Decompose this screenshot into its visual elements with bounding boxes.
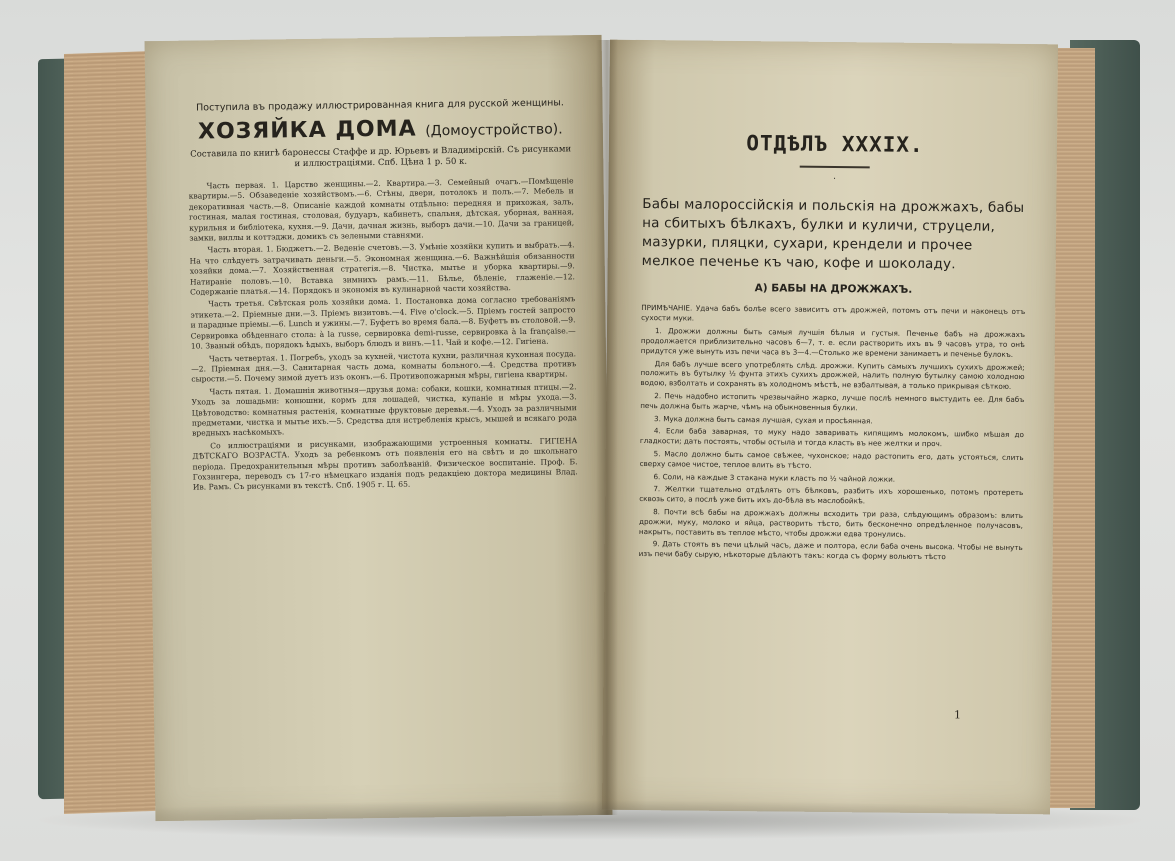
recipe-item: 8. Почти всѣ бабы на дрожжахъ должны всходить три раза, слѣдующимъ образомъ: влить дрожжи, муку, молоко и яйца, растворить тѣсто, бить бесконечно опредѣленное получасовъ, накрыть, поставить въ теплое мѣсто, чтобы дрожжи едва тронулись. <box>638 507 1024 539</box>
recipe-item: 2. Печь надобно истопить чрезвычайно жарко, лучше послѣ немного выстудить ее. Для бабъ печь должна быть жарче, чѣмъ на обыкновенныя булки. <box>640 391 1025 413</box>
recipe-item: 4. Если баба заварная, то муку надо заваривать кипящимъ молокомъ, шибко мѣшая до гладкости; дать постоять, чтобы остыла и тогда класть въ нее желтки и проч. <box>639 426 1024 449</box>
section-subhead: А) БАБЫ НА ДРОЖЖАХЪ. <box>754 282 913 296</box>
chapter-title: ОТДѢЛЪ XXXIX. <box>746 131 924 157</box>
recipe-item: 7. Желтки тщательно отдѣлять отъ бѣлковъ, разбить ихъ хорошенько, потомъ протереть сквозь сито, а послѣ уже бить ихъ до-бѣла въ маслобойкѣ. <box>639 484 1024 506</box>
contents-paragraph: Со иллюстраціями и рисунками, изображающими устроенныя комнаты. ГИГІЕНА ДѢТСКАГО ВОЗРАСТА. Уходъ за ребенкомъ отъ появленія его на свѣтъ и до школьнаго періода. Предохранительныя мѣры противъ заболѣваній. Физическое воспитаніе. Проф. Б. Гохзингера, переводъ съ 17-го нѣмецкаго изданія подъ редакціею доктора медицины Влад. Ив. Рамъ. Съ рисунками въ текстѣ. Спб. 1905 г. Ц. 65. <box>192 435 578 492</box>
recipe-item: 1. Дрожжи должны быть самыя лучшія бѣлыя и густыя. Печенье бабъ на дрожжахъ продолжается приблизительно часовъ 6—7, т. е. если растворить ихъ въ 9 часовъ утра, то онѣ придутся уже вынуть изъ печи часа въ 3—4.—Столько же времени занимаетъ и печенье булокъ. <box>640 326 1026 359</box>
recipe-item: 9. Дать стоять въ печи цѣлый часъ, даже и полтора, если баба очень высока. Чтобы не вынуть изъ печи бабу сырую, нѣкоторые дѣлаютъ такъ: когда съ форму вольютъ тѣсто <box>638 539 1023 562</box>
chapter-heading: Бабы малороссійскія и польскія на дрожжахъ, бабы на сбитыхъ бѣлкахъ, булки и куличи, струцели, мазурки, пляцки, сухари, крендели и прочее мелкое печенье къ чаю, кофе и шоколаду. <box>641 196 1025 273</box>
compiled-by: Составила по книгѣ баронессы Стаффе и др. Юрьевъ и Владимірскій. Съ рисунками и иллюстраціями. Спб. Цѣна 1 р. 50 к. <box>190 144 572 170</box>
recipe-item: 3. Мука должна быть самая лучшая, сухая и просѣянная. <box>654 413 873 426</box>
left-page <box>145 35 613 821</box>
chapter-rule <box>800 166 870 169</box>
contents-paragraph: Часть первая. 1. Царство женщины.—2. Квартира.—3. Семейный очагъ.—Помѣщеніе квартиры.—5. Обзаведеніе хозяйствомъ.—6. Стѣны, двери, потолокъ и полъ.—7. Мебель и декоративная часть.—8. Описаніе каждой комнаты отдѣльно: передняя и прихожая, залъ, гостиная, малая гостиная, столовая, будуаръ, кабинетъ, спальня, дѣтская, уборная, ванная, курильня и библіотека, кухня.—9. Дачи, дачная жизнь, выборъ дачи.—10. Дачи за границей, замки, виллы и коттэджи, домикъ съ зелеными ставнями. <box>188 176 575 243</box>
recipe-item: Для бабъ лучше всего употреблять слѣд. дрожжи. Купить самыхъ лучшихъ сухихъ дрожжей; положить въ бутылку ½ фунта этихъ сухихъ дрожжей, налить полную бутылку самою холодною водою, взболтать и сохранять въ холодномъ мѣстѣ, не взбалтывая, а только прикрывая сѣткою. <box>640 358 1025 392</box>
book-title-main: ХОЗЯЙКА ДОМА <box>197 116 417 145</box>
recipe-item: 5. Масло должно быть самое свѣжее, чухонское; надо растопить его, дать устояться, слить сверху самое чистое, теплое влить въ тѣсто. <box>639 449 1024 470</box>
sale-notice: Поступила въ продажу иллюстрированная книга для русской женщины. <box>196 97 564 114</box>
section-note: ПРИМѢЧАНІЕ. Удача бабъ болѣе всего зависитъ отъ дрожжей, потомъ отъ печи и наконецъ отъ сухости муки. <box>641 303 1026 323</box>
contents-paragraph: Часть вторая. 1. Бюджетъ.—2. Веденіе счетовъ.—3. Умѣніе хозяйки купить и выбрать.—4. На что слѣдуетъ затрачивать деньги.—5. Экономная женщина.—6. Важнѣйшія обязанности хозяйки дома.—7. Хозяйственная стратегія.—8. Чистка, мытье и уборка квартиры.—9. Натираніе половъ.—10. Вставка зимнихъ рамъ.—11. Бѣлье, бѣленіе, глаженіе.—12. Содержаніе платья.—14. Порядокъ и экономія въ кулинарной части хозяйства. <box>189 240 575 297</box>
page-number: 1 <box>953 708 962 722</box>
contents-paragraph: Часть пятая. 1. Домашнія животныя—друзья дома: собаки, кошки, комнатныя птицы.—2. Уходъ за лошадьми: конюшни, кормъ для лошадей, чистка, купаніе и мѣры ухода.—3. Цвѣтоводство: комнатныя растенія, комнатные фруктовые деревья.—4. Уходъ за различными предметами, чистка и мытье ихъ.—5. Средства для истребленія крысъ, мышей и всякаго рода вредныхъ насѣкомыхъ. <box>191 381 577 438</box>
right-page <box>602 40 1058 815</box>
book-title <box>188 114 573 147</box>
recipe-item: 6. Соли, на каждые 3 стакана муки класть по ½ чайной ложки. <box>653 471 896 484</box>
book-title-sub: (Домоустройство). <box>425 121 563 140</box>
contents-paragraph: Часть третья. Свѣтская роль хозяйки дома. 1. Постановка дома согласно требованіямъ этикета.—2. Пріемные дни.—3. Пріемъ визитовъ.—4. Five o'clock.—5. Пріемъ гостей запросто и парадные пріемы.—6. Lunch и ужины.—7. Буфетъ во время бала.—8. Буфетъ въ столовой.—9. Сервировка обѣденнаго стола: à la russe, сервировка demi-russe, сервировка à la française.—10. Званый обѣдъ, порядокъ ѣдыхъ, выборъ блюдъ и винъ.—11. Чай и кофе.—12. Гигіена. <box>190 294 576 351</box>
table-shadow <box>30 800 1150 840</box>
contents-paragraph: Часть четвертая. 1. Погребъ, уходъ за кухней, чистота кухни, различная кухонная посуда.—2. Пріемная дня.—3. Санитарная часть дома, комнаты больного.—4. Средства противъ сырости.—5. Почему зимой дуетъ изъ оконъ.—6. Противопожарныя мѣры, гигіена квартиры. <box>191 348 577 384</box>
ornament-dot: · <box>833 174 836 184</box>
book-gutter <box>596 40 618 815</box>
